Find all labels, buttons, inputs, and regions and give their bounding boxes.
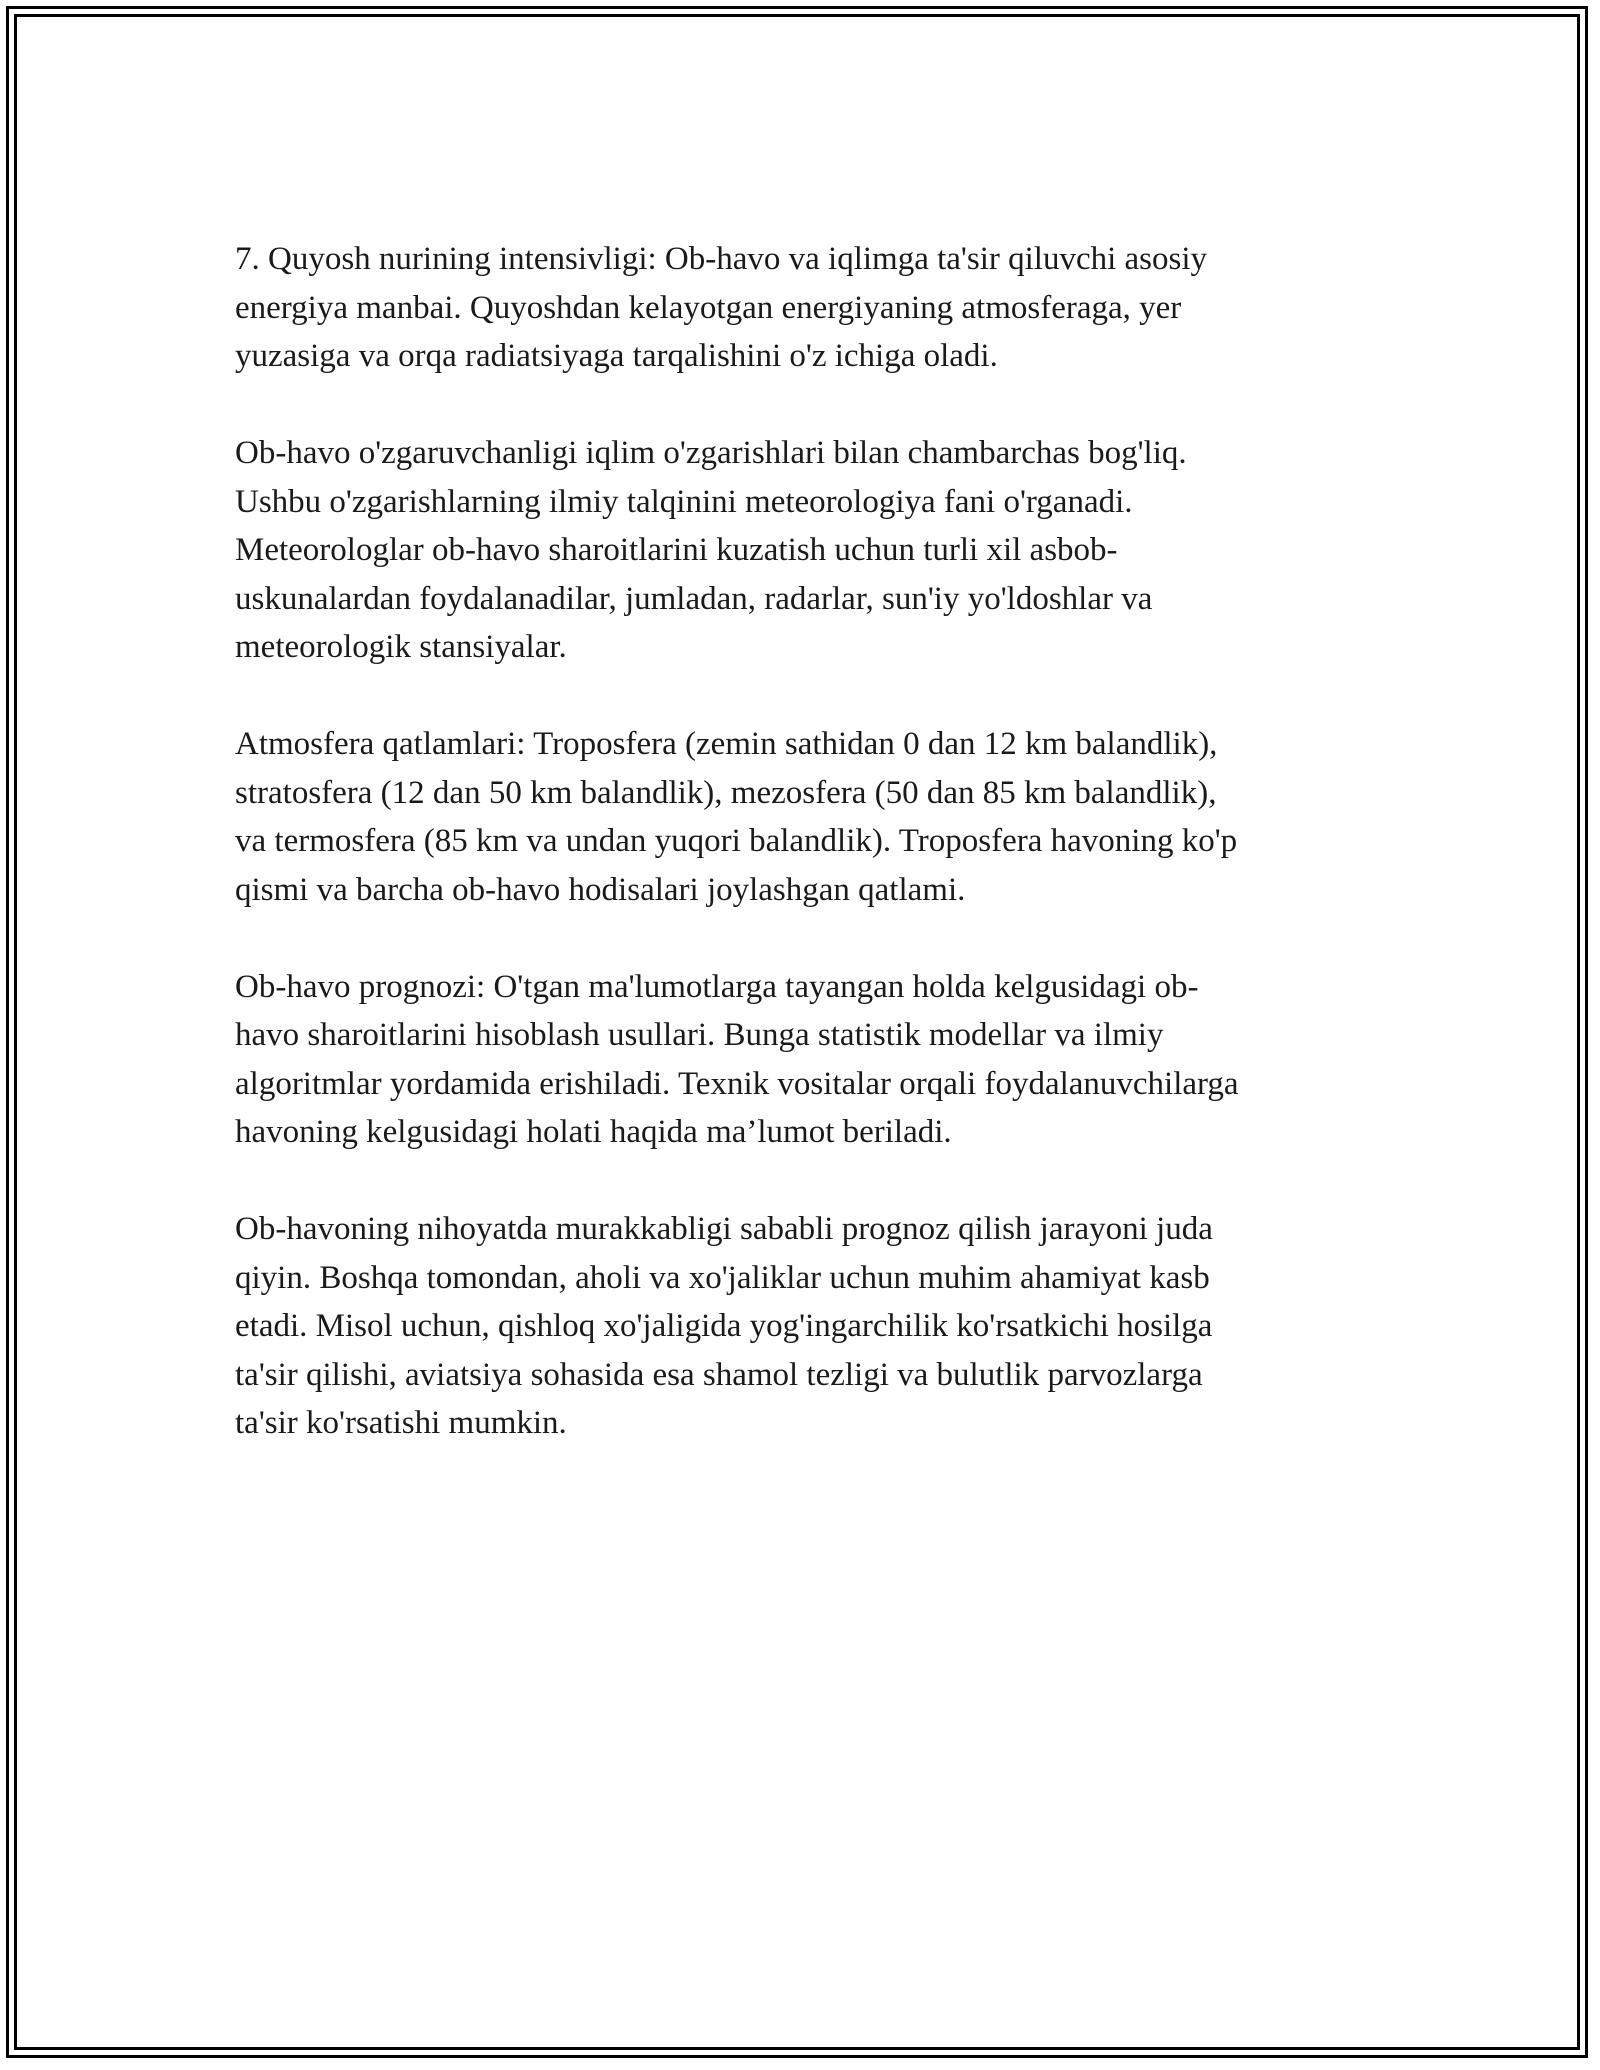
text-line: ta'sir qilishi, aviatsiya sohasida esa shamol tezligi va bulutlik parvozlarga	[235, 1356, 1203, 1393]
text-line: meteorologik stansiyalar.	[235, 629, 567, 665]
text-line: qiyin. Boshqa tomondan, aholi va xo'jaliklar uchun muhim ahamiyat kasb	[235, 1259, 1210, 1296]
text-line: havoning kelgusidagi holati haqida ma’lumot beriladi.	[235, 1114, 952, 1150]
paragraph-forecast-complexity	[235, 1205, 1375, 1448]
text-line: 7. Quyosh nurining intensivligi: Ob-havo va iqlimga ta'sir qiluvchi asosiy	[235, 241, 1208, 277]
text-line: Meteorologlar ob-havo sharoitlarini kuzatish uchun turli xil asbob-	[235, 532, 1118, 568]
text-line: yuzasiga va orqa radiatsiyaga tarqalishini o'z ichiga oladi.	[235, 338, 998, 374]
text-line: Ob-havo prognozi: O'tgan ma'lumotlarga tayangan holda kelgusidagi ob-	[235, 968, 1199, 1005]
text-line: etadi. Misol uchun, qishloq xo'jaligida yog'ingarchilik ko'rsatkichi hosilga	[235, 1308, 1213, 1344]
text-line: va termosfera (85 km va undan yuqori balandlik). Troposfera havoning ko'p	[235, 823, 1238, 859]
text-line: Atmosfera qatlamlari: Troposfera (zemin sathidan 0 dan 12 km balandlik),	[235, 726, 1218, 762]
text-line: havo sharoitlarini hisoblash usullari. Bunga statistik modellar va ilmiy	[235, 1017, 1164, 1053]
text-line: qismi va barcha ob-havo hodisalari joylashgan qatlami.	[235, 871, 966, 908]
text-line: stratosfera (12 dan 50 km balandlik), mezosfera (50 dan 85 km balandlik),	[235, 774, 1217, 811]
paragraph-weather-forecast	[235, 963, 1375, 1157]
text-line: algoritmlar yordamida erishiladi. Texnik vositalar orqali foydalanuvchilarga	[235, 1065, 1239, 1102]
text-line: Ushbu o'zgarishlarning ilmiy talqinini meteorologiya fani o'rganadi.	[235, 483, 1133, 520]
text-line: ta'sir ko'rsatishi mumkin.	[235, 1405, 567, 1441]
paragraph-solar-intensity	[235, 235, 1375, 381]
paragraph-weather-variability	[235, 429, 1375, 672]
text-line: Ob-havo o'zgaruvchanligi iqlim o'zgarishlari bilan chambarchas bog'liq.	[235, 435, 1187, 471]
text-line: energiya manbai. Quyoshdan kelayotgan energiyaning atmosferaga, yer	[235, 289, 1182, 326]
document-body	[235, 235, 1375, 1496]
text-line: Ob-havoning nihoyatda murakkabligi sababli prognoz qilish jarayoni juda	[235, 1211, 1213, 1247]
text-line: uskunalardan foydalanadilar, jumladan, radarlar, sun'iy yo'ldoshlar va	[235, 580, 1153, 617]
paragraph-atmosphere-layers	[235, 720, 1375, 914]
